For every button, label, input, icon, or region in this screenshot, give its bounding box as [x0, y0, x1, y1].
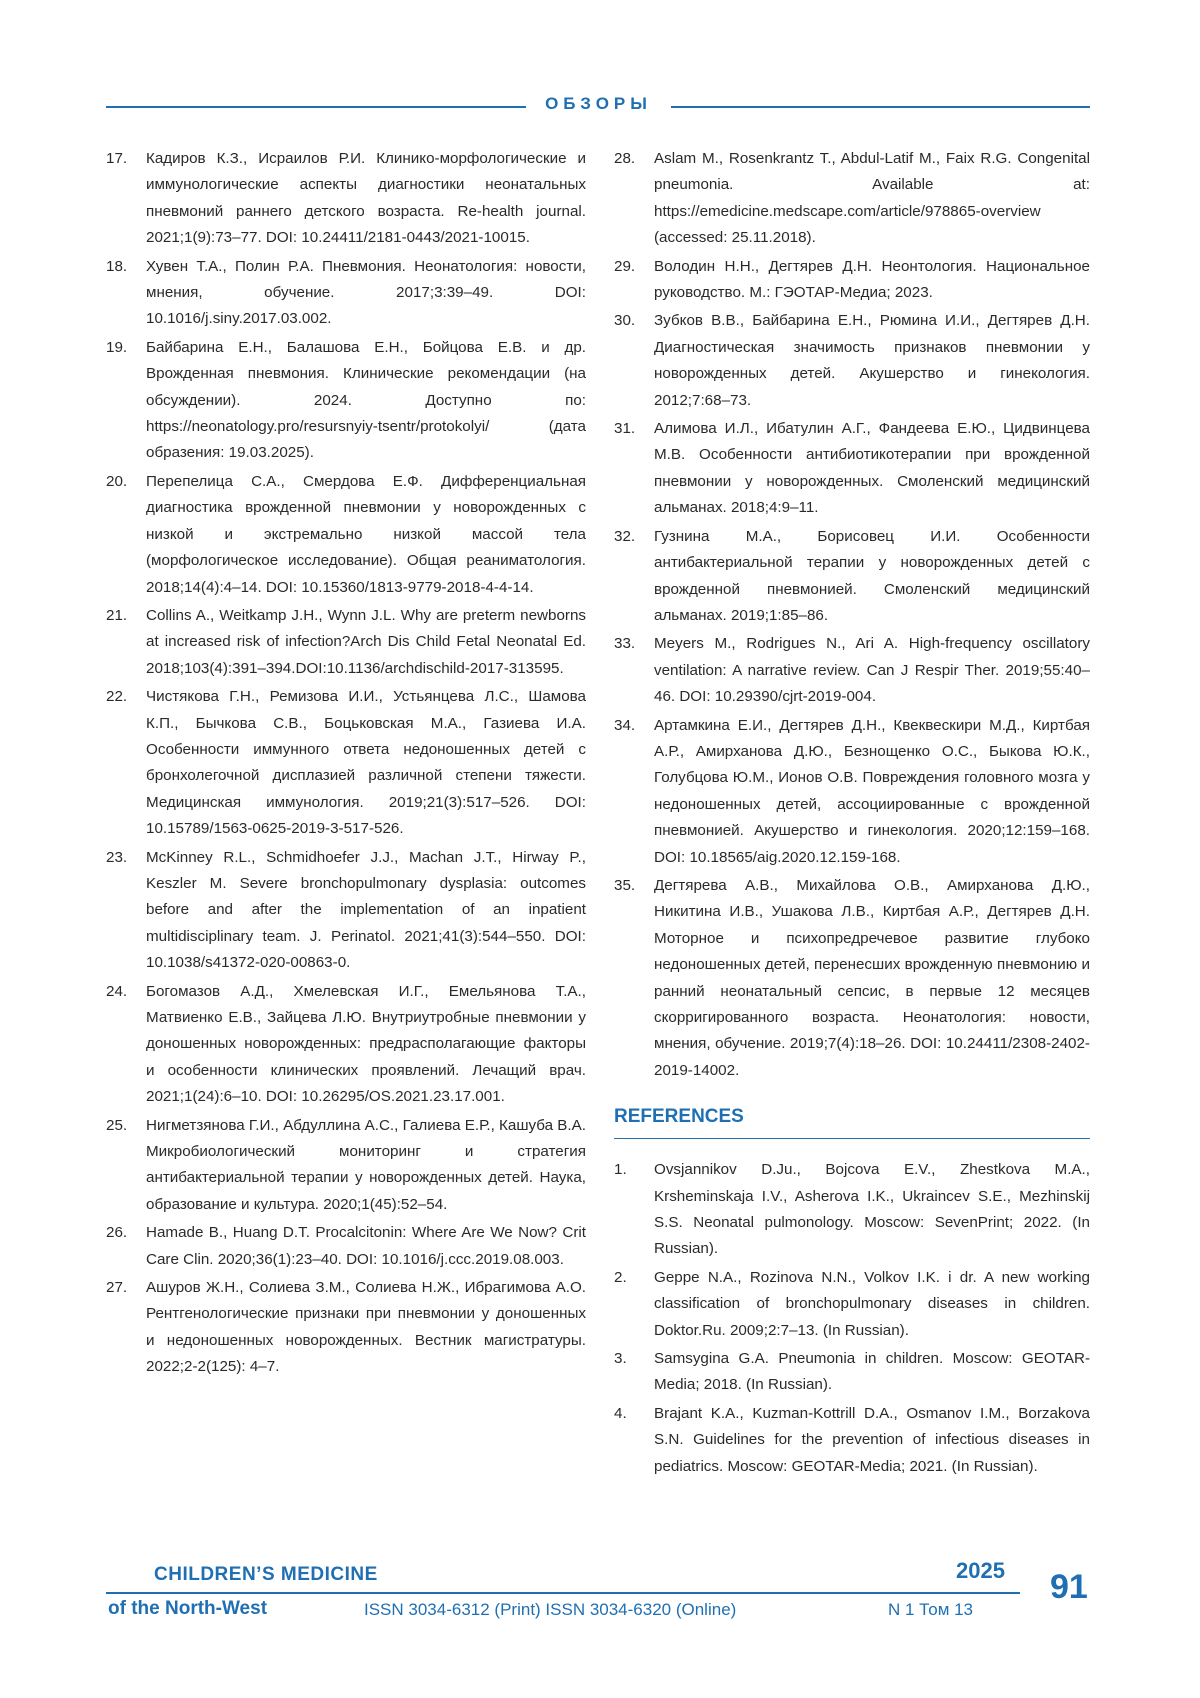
page-number: 91	[1050, 1568, 1088, 1607]
reference-text: Дегтярева А.В., Михайлова О.В., Амирханова Д.Ю., Никитина И.В., Ушакова Л.В., Киртбая А.Р., Дегтярев Д.Н. Моторное и психопредречевое развитие глубоко недоношенных детей, перенесших врожденную пневмонию и ранний неонатальный сепсис, в первые 12 месяцев скорригированного возраста. Неонатология: новости, мнения, обучение. 2019;7(4):18–26. DOI: 10.24411/2308-2402-2019-14002.	[654, 877, 1090, 1079]
reference-text: Байбарина Е.Н., Балашова Е.Н., Бойцова Е.В. и др. Врожденная пневмония. Клинические рекомендации (на обсуждении). 2024. Доступно по: https://neonatology.pro/resursnyiy-tsentr/protokolyi/ (дата образения: 19.03.2025).	[146, 339, 586, 462]
reference-item	[614, 1157, 1090, 1263]
reference-text: Ашуров Ж.Н., Солиева З.М., Солиева Н.Ж., Ибрагимова А.О. Рентгенологические признаки при пневмонии у доношенных и недоношенных новорожденных. Вестник магистратуры. 2022;2-2(125): 4–7.	[146, 1279, 586, 1375]
reference-number: 20.	[106, 469, 127, 495]
reference-text: Артамкина Е.И., Дегтярев Д.Н., Квеквескири М.Д., Киртбая А.Р., Амирханова Д.Ю., Безнощенко О.С., Быкова Ю.К., Голубцова Ю.М., Ионов О.В. Повреждения головного мозга у недоношенных детей, ассоциированные с врожденной пневмонией. Акушерство и гинекология. 2020;12:159–168. DOI: 10.18565/aig.2020.12.159-168.	[654, 717, 1090, 866]
section-header	[106, 94, 1090, 120]
reference-item	[106, 979, 586, 1111]
reference-number: 23.	[106, 845, 127, 871]
reference-text: Нигметзянова Г.И., Абдуллина А.С., Галиева Е.Р., Кашуба В.А. Микробиологический мониторинг и стратегия антибактериальной терапии у новорожденных детей. Наука, образование и культура. 2020;1(45):52–54.	[146, 1117, 586, 1213]
reference-item	[106, 146, 586, 252]
reference-item	[106, 254, 586, 333]
section-title: ОБЗОРЫ	[526, 94, 671, 114]
reference-number: 28.	[614, 146, 635, 172]
reference-item	[106, 1275, 586, 1381]
reference-item	[614, 873, 1090, 1084]
issue-year: 2025	[956, 1558, 1005, 1584]
reference-item	[614, 416, 1090, 522]
reference-text: Алимова И.Л., Ибатулин А.Г., Фандеева Е.Ю., Цидвинцева М.В. Особенности антибиотикотерапии при врожденной пневмонии у новорожденных. Смоленский медицинский альманах. 2018;4:9–11.	[654, 420, 1090, 516]
references-heading: REFERENCES	[614, 1106, 1090, 1128]
reference-item	[106, 684, 586, 842]
reference-text: Чистякова Г.Н., Ремизова И.И., Устьянцева Л.С., Шамова К.П., Бычкова С.В., Боцьковская М.А., Газиева И.А. Особенности иммунного ответа недоношенных детей с бронхолегочной дисплазией различной степени тяжести. Медицинская иммунология. 2019;21(3):517–526. DOI: 10.15789/1563-0625-2019-3-517-526.	[146, 688, 586, 837]
right-column	[614, 146, 1090, 1482]
reference-text: Перепелица С.А., Смердова Е.Ф. Дифференциальная диагностика врожденной пневмонии у новорожденных с низкой и экстремально низкой массой тела (морфологическое исследование). Общая реаниматология. 2018;14(4):4–14. DOI: 10.15360/1813-9779-2018-4-4-14.	[146, 473, 586, 596]
reference-text: Aslam M., Rosenkrantz T., Abdul-Latif M., Faix R.G. Congenital pneumonia. Available at: https://emedicine.medscape.com/article/978865-overview (accessed: 25.11.2018).	[654, 150, 1090, 246]
reference-item	[614, 631, 1090, 710]
reference-number: 31.	[614, 416, 635, 442]
journal-title: CHILDREN’S MEDICINE	[154, 1564, 378, 1586]
left-column	[106, 146, 586, 1383]
reference-number: 30.	[614, 308, 635, 334]
reference-item	[614, 1346, 1090, 1399]
reference-text: Ovsjannikov D.Ju., Bojcova E.V., Zhestkova M.A., Krsheminskaja I.V., Asherova I.K., Ukraincev S.E., Mezhinskij S.S. Neonatal pulmonology. Moscow: SevenPrint; 2022. (In Russian).	[654, 1161, 1090, 1257]
reference-number: 25.	[106, 1113, 127, 1139]
reference-number: 22.	[106, 684, 127, 710]
reference-item	[106, 1113, 586, 1219]
reference-text: Collins A., Weitkamp J.H., Wynn J.L. Why are preterm newborns at increased risk of infection?Arch Dis Child Fetal Neonatal Ed. 2018;103(4):391–394.DOI:10.1136/archdischild-2017-313595.	[146, 607, 586, 677]
reference-number: 32.	[614, 524, 635, 550]
reference-item	[614, 1265, 1090, 1344]
footer-rule	[106, 1592, 1020, 1594]
volume-info: N 1 Том 13	[888, 1600, 973, 1620]
reference-text: Brajant K.A., Kuzman-Kottrill D.A., Osmanov I.M., Borzakova S.N. Guidelines for the prevention of infectious diseases in pediatrics. Moscow: GEOTAR-Media; 2021. (In Russian).	[654, 1405, 1090, 1475]
header-rule-left	[106, 106, 526, 108]
reference-number: 24.	[106, 979, 127, 1005]
reference-number: 27.	[106, 1275, 127, 1301]
reference-number: 4.	[614, 1401, 627, 1427]
page-footer	[106, 1558, 1090, 1628]
reference-number: 34.	[614, 713, 635, 739]
reference-text: Geppe N.A., Rozinova N.N., Volkov I.K. i dr. A new working classification of bronchopulmonary diseases in children. Doktor.Ru. 2009;2:7–13. (In Russian).	[654, 1269, 1090, 1339]
reference-text: Кадиров К.З., Исраилов Р.И. Клинико-морфологические и иммунологические аспекты диагностики неонатальных пневмоний раннего детского возраста. Re-health journal. 2021;1(9):73–77. DOI: 10.24411/2181-0443/2021-10015.	[146, 150, 586, 246]
reference-text: Samsygina G.A. Pneumonia in children. Moscow: GEOTAR-Media; 2018. (In Russian).	[654, 1350, 1090, 1393]
references-rule	[614, 1138, 1090, 1139]
reference-item	[106, 1220, 586, 1273]
header-rule-right	[671, 106, 1090, 108]
reference-number: 21.	[106, 603, 127, 629]
reference-text: Богомазов А.Д., Хмелевская И.Г., Емельянова Т.А., Матвиенко Е.В., Зайцева Л.Ю. Внутриутробные пневмонии у доношенных новорожденных: предрасполагающие факторы и особенности клинических проявлений. Лечащий врач. 2021;1(24):6–10. DOI: 10.26295/OS.2021.23.17.001.	[146, 983, 586, 1106]
reference-number: 26.	[106, 1220, 127, 1246]
reference-text: Хувен Т.А., Полин Р.А. Пневмония. Неонатология: новости, мнения, обучение. 2017;3:39–49. DOI: 10.1016/j.siny.2017.03.002.	[146, 258, 586, 328]
reference-number: 29.	[614, 254, 635, 280]
reference-text: Hamade B., Huang D.T. Procalcitonin: Where Are We Now? Crit Care Clin. 2020;36(1):23–40. DOI: 10.1016/j.ccc.2019.08.003.	[146, 1224, 586, 1267]
reference-item	[614, 308, 1090, 414]
reference-number: 17.	[106, 146, 127, 172]
reference-item	[106, 603, 586, 682]
issn-line: ISSN 3034-6312 (Print) ISSN 3034-6320 (Online)	[364, 1600, 736, 1620]
reference-number: 19.	[106, 335, 127, 361]
reference-number: 3.	[614, 1346, 627, 1372]
reference-text: Meyers M., Rodrigues N., Ari A. High-frequency oscillatory ventilation: A narrative review. Can J Respir Ther. 2019;55:40–46. DOI: 10.29390/cjrt-2019-004.	[654, 635, 1090, 705]
reference-item	[614, 1401, 1090, 1480]
reference-item	[106, 469, 586, 601]
reference-text: McKinney R.L., Schmidhoefer J.J., Machan J.T., Hirway P., Keszler M. Severe bronchopulmonary dysplasia: outcomes before and after the implementation of an inpatient multidisciplinary team. J. Perinatol. 2021;41(3):544–550. DOI: 10.1038/s41372-020-00863-0.	[146, 849, 586, 972]
reference-number: 1.	[614, 1157, 627, 1183]
reference-number: 18.	[106, 254, 127, 280]
reference-number: 35.	[614, 873, 635, 899]
reference-number: 2.	[614, 1265, 627, 1291]
reference-text: Володин Н.Н., Дегтярев Д.Н. Неонтология. Национальное руководство. М.: ГЭОТАР-Медиа; 2023.	[654, 258, 1090, 301]
reference-item	[614, 524, 1090, 630]
reference-item	[614, 146, 1090, 252]
journal-subtitle: of the North-West	[108, 1598, 267, 1620]
reference-text: Гузнина М.А., Борисовец И.И. Особенности антибактериальной терапии у новорожденных детей с врожденной пневмонией. Смоленский медицинский альманах. 2019;1:85–86.	[654, 528, 1090, 624]
reference-item	[614, 713, 1090, 871]
reference-item	[106, 335, 586, 467]
reference-item	[614, 254, 1090, 307]
reference-number: 33.	[614, 631, 635, 657]
reference-text: Зубков В.В., Байбарина Е.Н., Рюмина И.И., Дегтярев Д.Н. Диагностическая значимость признаков пневмонии у новорожденных детей. Акушерство и гинекология. 2012;7:68–73.	[654, 312, 1090, 408]
reference-item	[106, 845, 586, 977]
